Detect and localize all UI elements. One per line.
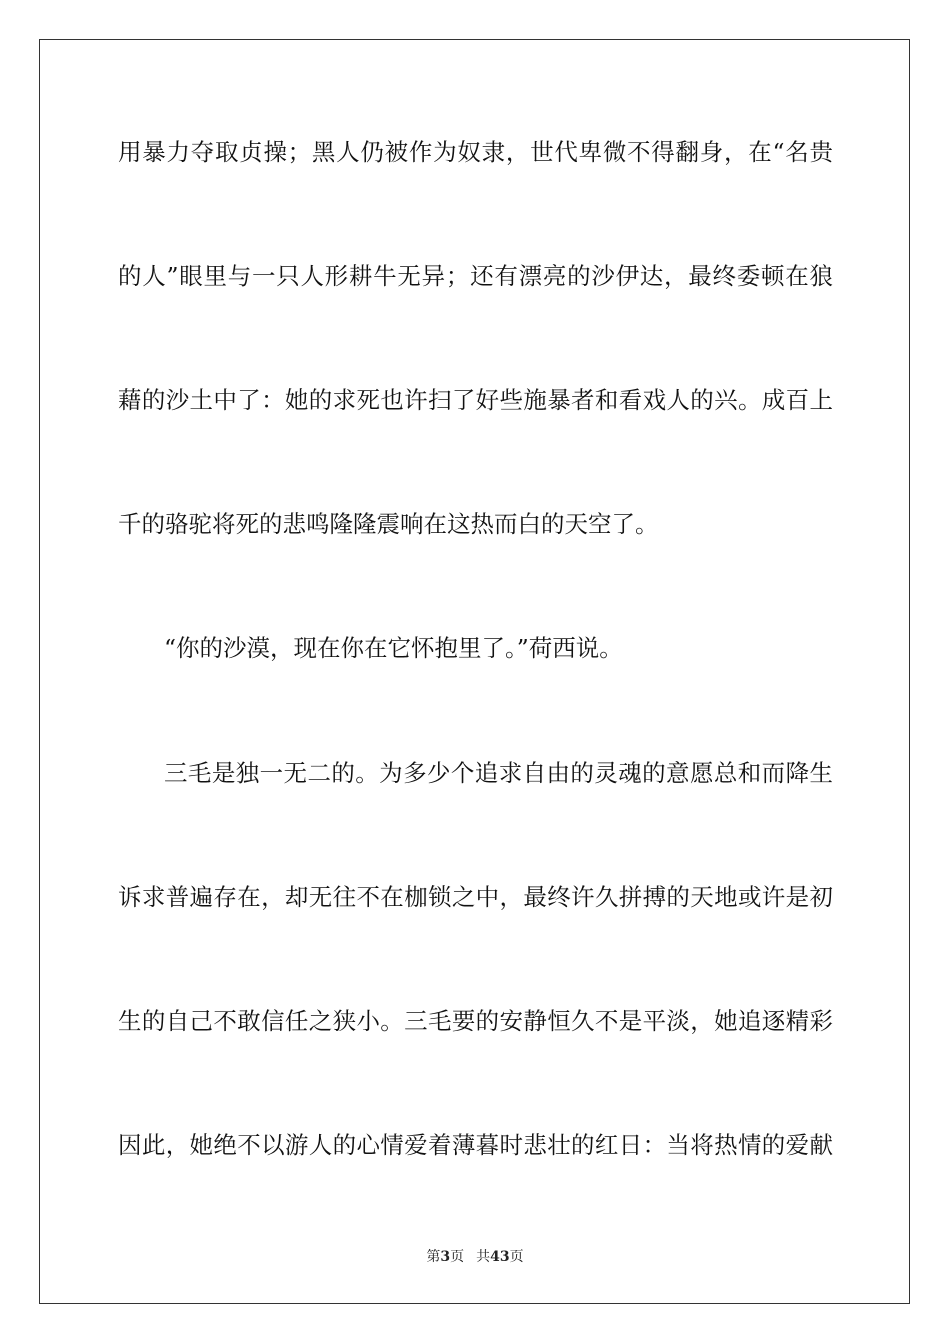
paragraph-line-8: 生的自己不敢信任之狭小。三毛要的安静恒久不是平淡，她追逐精彩	[118, 1007, 833, 1035]
paragraph-line-7: 诉求普遍存在，却无往不在枷锁之中，最终许久拼搏的天地或许是初	[118, 883, 833, 911]
paragraph-line-9: 因此，她绝不以游人的心情爱着薄暮时悲壮的红日：当将热情的爱献	[118, 1131, 833, 1159]
paragraph-line-5: “你的沙漠，现在你在它怀抱里了。”荷西说。	[164, 634, 623, 662]
paragraph-line-4: 千的骆驼将死的悲鸣隆隆震响在这热而白的天空了。	[118, 510, 659, 538]
page-frame	[39, 39, 910, 1304]
paragraph-line-3: 藉的沙土中了：她的求死也许扫了好些施暴者和看戏人的兴。成百上	[118, 386, 833, 414]
footer-total-prefix: 共	[476, 1249, 491, 1265]
footer-page-suffix: 页	[450, 1249, 465, 1265]
page-footer	[0, 1247, 950, 1267]
footer-total-suffix: 页	[509, 1249, 524, 1265]
paragraph-line-2: 的人”眼里与一只人形耕牛无异；还有漂亮的沙伊达，最终委顿在狼	[118, 262, 833, 290]
footer-total-pages: 43	[490, 1249, 510, 1265]
footer-page-number: 3	[440, 1249, 451, 1265]
footer-page-prefix: 第	[426, 1249, 441, 1265]
paragraph-line-6: 三毛是独一无二的。为多少个追求自由的灵魂的意愿总和而降生	[164, 759, 833, 787]
paragraph-line-1: 用暴力夺取贞操；黑人仍被作为奴隶，世代卑微不得翻身，在“名贵	[118, 138, 833, 166]
